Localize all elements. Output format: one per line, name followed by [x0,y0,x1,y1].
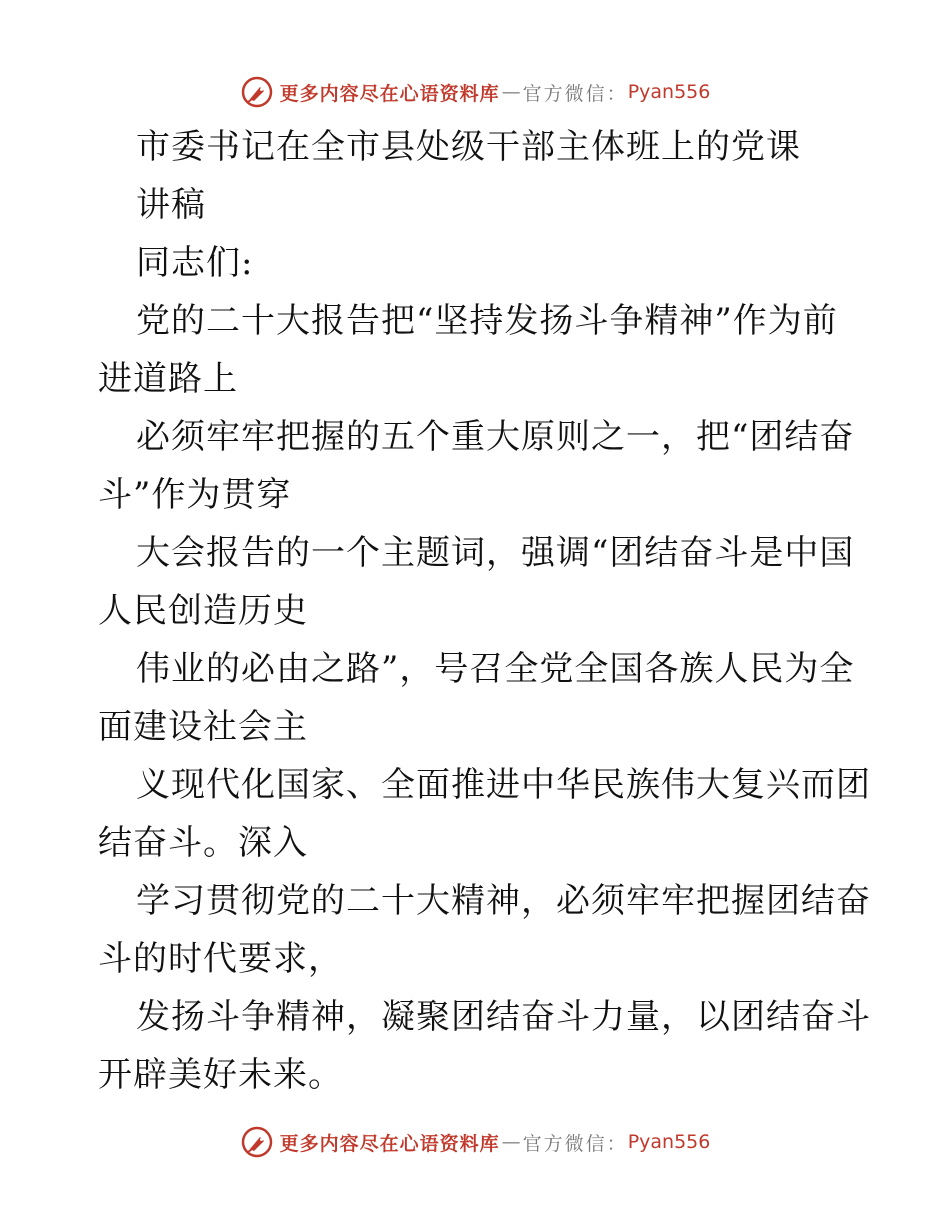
paragraph-line: 进道路上 [98,359,238,399]
watermark-main-text: 更多内容尽在心语资料库 [279,82,500,105]
document-title-line-2: 讲稿 [136,185,206,225]
paragraph-line: 结奋斗。深入 [98,823,308,863]
header-watermark [0,72,950,112]
paragraph-line: 发扬斗争精神，凝聚团结奋斗力量，以团结奋斗 [136,997,871,1037]
paragraph-line: 大会报告的一个主题词，强调“团结奋斗是中国 [136,533,855,573]
footer-watermark [0,1122,950,1162]
paragraph-line: 党的二十大报告把“坚持发扬斗争精神”作为前 [136,301,838,341]
watermark-sub-text: 官方微信： [522,82,628,105]
watermark-sub-text: 官方微信： [522,1132,628,1155]
watermark-main-text: 更多内容尽在心语资料库 [279,1132,500,1155]
document-body [98,118,871,1104]
watermark-wechat-id: Pyan556 [627,81,711,103]
paragraph-line: 斗”作为贯穿 [98,475,292,515]
pen-nib-logo-icon [240,1125,274,1159]
paragraph-line: 必须牢牢把握的五个重大原则之一，把“团结奋 [136,417,855,457]
watermark-wechat-id: Pyan556 [627,1131,711,1153]
paragraph-line: 面建设社会主 [98,707,308,747]
paragraph-line: 学习贯彻党的二十大精神，必须牢牢把握团结奋 [136,881,871,921]
pen-nib-logo-icon [240,75,274,109]
paragraph-line: 开辟美好未来。 [98,1055,343,1095]
paragraph-line: 伟业的必由之路”，号召全党全国各族人民为全 [136,649,855,689]
paragraph-line: 人民创造历史 [98,591,308,631]
watermark-separator: — [501,81,521,103]
watermark-separator: — [501,1131,521,1153]
salutation: 同志们: [136,243,254,283]
paragraph-line: 斗的时代要求， [98,939,343,979]
document-title-line-1: 市委书记在全市县处级干部主体班上的党课 [136,127,801,167]
paragraph-line: 义现代化国家、全面推进中华民族伟大复兴而团 [136,765,871,805]
